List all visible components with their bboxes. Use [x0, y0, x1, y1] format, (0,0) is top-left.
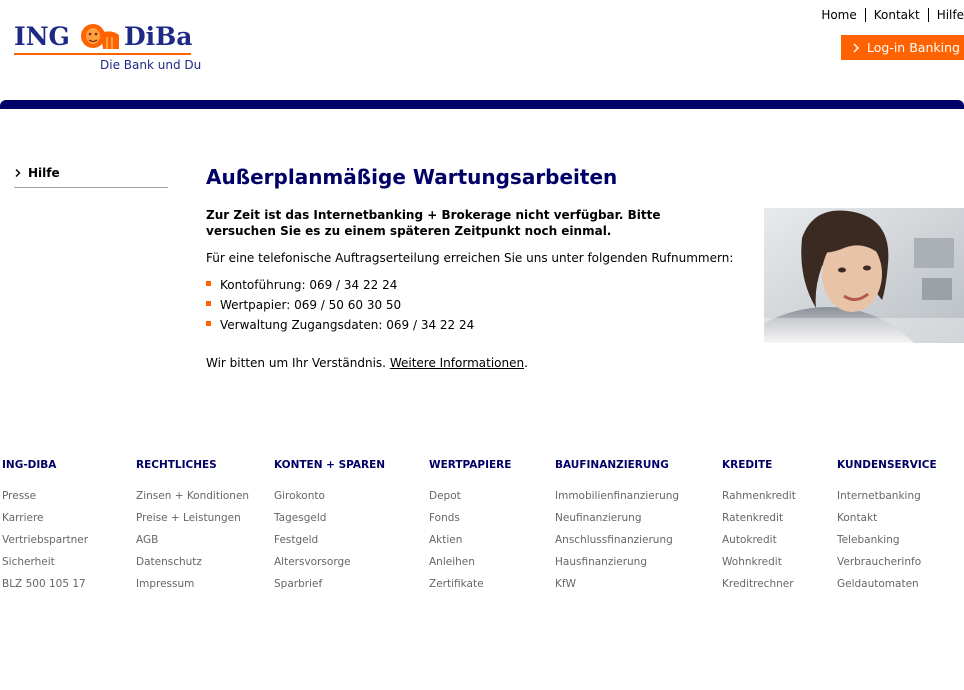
footer-link[interactable]: Internetbanking — [837, 490, 921, 502]
footer-link[interactable]: KfW — [555, 578, 576, 590]
woman-portrait-image — [764, 208, 964, 343]
login-banking-button[interactable] — [841, 35, 964, 60]
footer-column-konten-sparen — [274, 459, 385, 600]
bullet-icon — [206, 301, 211, 306]
more-info-link[interactable]: Weitere Informationen — [389, 356, 525, 370]
footer-link[interactable]: Verbraucherinfo — [837, 556, 922, 568]
page-title: Außerplanmäßige Wartungsarbeiten — [206, 165, 618, 189]
footer-link[interactable]: Zertifikate — [429, 578, 484, 590]
footer-link[interactable]: Immobilienfinanzierung — [555, 490, 680, 502]
phone-list — [206, 278, 474, 338]
footer-link[interactable]: Kreditrechner — [722, 578, 794, 590]
list-item — [206, 318, 474, 338]
list-item — [206, 298, 474, 318]
footer-link[interactable]: Ratenkredit — [722, 512, 784, 524]
footer-link[interactable]: Girokonto — [274, 490, 325, 502]
footer-column-baufinanzierung — [555, 459, 679, 600]
footer-link[interactable]: Rahmenkredit — [722, 490, 796, 502]
footer-link[interactable]: AGB — [136, 534, 159, 546]
footer-link[interactable]: Neufinanzierung — [555, 512, 642, 524]
phone-entry: Kontoführung: 069 / 34 22 24 — [220, 278, 398, 292]
bullet-icon — [206, 321, 211, 326]
footer-link[interactable]: Geldautomaten — [837, 578, 919, 590]
footer-heading: KREDITE — [722, 459, 773, 471]
closing-end: . — [524, 356, 528, 370]
footer-link[interactable]: Anschlussfinanzierung — [555, 534, 673, 546]
top-navigation — [813, 8, 964, 22]
footer-heading: WERTPAPIERE — [429, 459, 512, 471]
footer-link[interactable]: Tagesgeld — [274, 512, 327, 524]
closing-sentence: Wir bitten um Ihr Verständnis. — [206, 356, 386, 370]
brand-wordmark — [14, 22, 193, 51]
footer-link[interactable]: Sparbrief — [274, 578, 323, 590]
brand-left: ING — [14, 22, 70, 51]
bullet-icon — [206, 281, 211, 286]
footer-text: BLZ 500 105 17 — [2, 578, 86, 590]
footer-link[interactable]: Karriere — [2, 512, 44, 524]
sidebar-item-hilfe[interactable] — [14, 166, 168, 188]
footer-link[interactable]: Festgeld — [274, 534, 319, 546]
footer-link[interactable]: Altersvorsorge — [274, 556, 351, 568]
footer-link[interactable]: Presse — [2, 490, 37, 502]
maintenance-notice: Zur Zeit ist das Internetbanking + Brokerage nicht verfügbar. Bitte versuchen Sie es zu einem späteren Zeitpunkt noch einmal. — [206, 208, 661, 238]
footer-link[interactable]: Aktien — [429, 534, 463, 546]
home-link[interactable]: Home — [821, 8, 857, 22]
footer-link[interactable]: Autokredit — [722, 534, 777, 546]
footer-heading: KONTEN + SPAREN — [274, 459, 386, 471]
footer-link[interactable]: Impressum — [136, 578, 195, 590]
footer-column-wertpapiere — [429, 459, 511, 600]
brand-right: DiBa — [124, 22, 193, 51]
help-link[interactable]: Hilfe — [928, 8, 964, 22]
footer-link[interactable]: Telebanking — [837, 534, 900, 546]
footer-heading: ING-DIBA — [2, 459, 57, 471]
footer-link[interactable]: Hausfinanzierung — [555, 556, 647, 568]
footer-link[interactable]: Preise + Leistungen — [136, 512, 241, 524]
footer-heading: BAUFINANZIERUNG — [555, 459, 669, 471]
phone-entry: Verwaltung Zugangsdaten: 069 / 34 22 24 — [220, 318, 475, 332]
login-label: Log-in Banking — [867, 40, 960, 55]
closing-text — [206, 356, 528, 370]
customer-service-photo — [764, 208, 964, 343]
footer-link[interactable]: Anleihen — [429, 556, 475, 568]
logo-underline — [14, 53, 191, 55]
footer-heading: RECHTLICHES — [136, 459, 217, 471]
footer-link[interactable]: Kontakt — [837, 512, 878, 524]
phone-intro: Für eine telefonische Auftragserteilung erreichen Sie uns unter folgenden Rufnummern: — [206, 251, 734, 265]
phone-entry: Wertpapier: 069 / 50 60 30 50 — [220, 298, 402, 312]
footer-column-kredite — [722, 459, 796, 600]
footer-column-ing-diba — [2, 459, 88, 600]
contact-link[interactable]: Kontakt — [865, 8, 928, 22]
lion-icon — [79, 23, 121, 51]
footer-column-rechtliches — [136, 459, 249, 600]
footer-link[interactable]: Fonds — [429, 512, 460, 524]
footer-column-kundenservice — [837, 459, 937, 600]
ing-diba-logo[interactable] — [14, 22, 204, 78]
chevron-right-icon — [851, 43, 861, 53]
footer-link[interactable]: Zinsen + Konditionen — [136, 490, 250, 502]
footer-link[interactable]: Wohnkredit — [722, 556, 782, 568]
header-bar — [0, 100, 964, 109]
footer-link[interactable]: Datenschutz — [136, 556, 202, 568]
footer-link[interactable]: Sicherheit — [2, 556, 55, 568]
tagline: Die Bank und Du — [100, 58, 202, 72]
chevron-right-icon — [14, 169, 22, 177]
list-item — [206, 278, 474, 298]
footer-link[interactable]: Vertriebspartner — [2, 534, 89, 546]
footer-heading: KUNDENSERVICE — [837, 459, 937, 471]
sidebar-item-label: Hilfe — [28, 166, 60, 180]
footer-link[interactable]: Depot — [429, 490, 461, 502]
